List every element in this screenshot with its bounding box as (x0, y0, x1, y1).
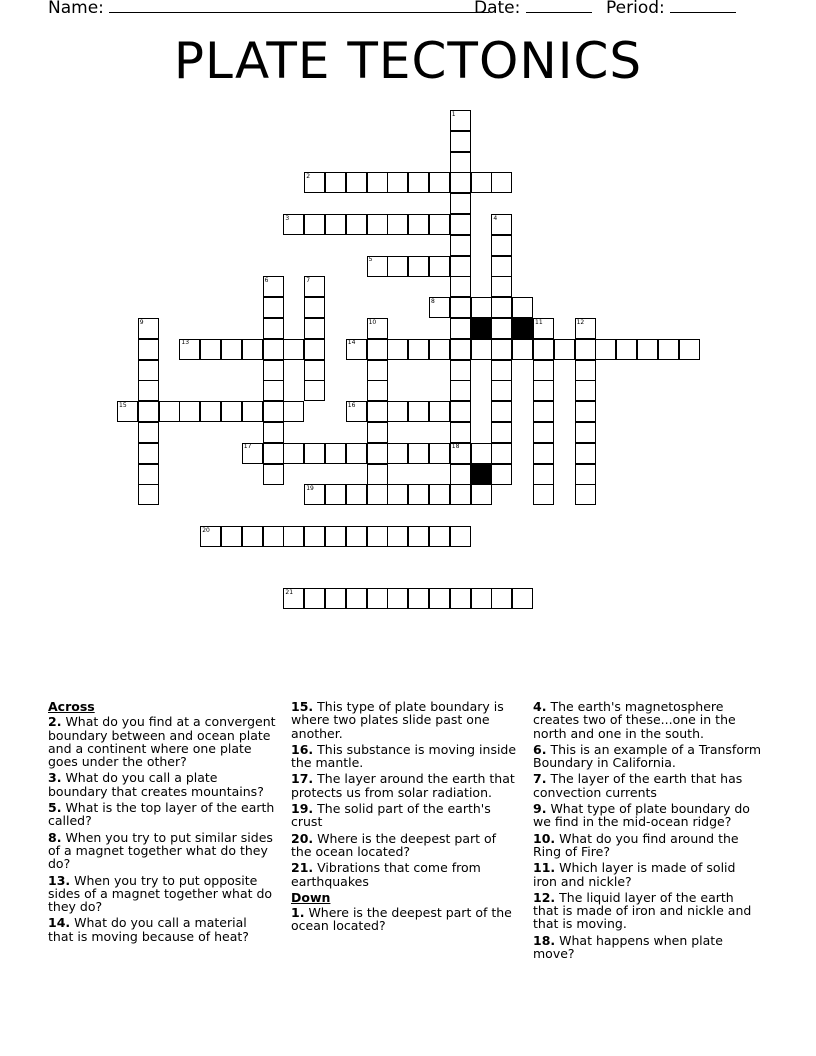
grid-cell[interactable] (491, 401, 512, 422)
grid-cell[interactable] (429, 443, 450, 464)
grid-cell[interactable] (242, 401, 263, 422)
clue-number: 14. (48, 915, 71, 931)
grid-cell[interactable] (346, 172, 367, 193)
grid-cell[interactable] (138, 380, 159, 401)
grid-cell[interactable] (138, 422, 159, 443)
grid-cell[interactable] (450, 526, 471, 547)
clue-column-1 (48, 700, 276, 946)
clue-number-label: 5 (368, 256, 373, 264)
grid-cell[interactable] (408, 401, 429, 422)
clue-number: 15. (291, 699, 314, 714)
grid-cell[interactable] (491, 588, 512, 609)
grid-cell[interactable] (221, 339, 242, 360)
grid-cell[interactable] (491, 235, 512, 256)
clue-down-7 (533, 772, 763, 799)
grid-cell[interactable] (450, 214, 471, 235)
grid-cell[interactable] (450, 131, 471, 152)
grid-cell[interactable] (304, 526, 325, 547)
grid-cell[interactable] (263, 318, 284, 339)
clue-column-2 (291, 700, 519, 936)
grid-cell[interactable] (512, 297, 533, 318)
clue-number-label: 13 (181, 339, 190, 347)
grid-cell[interactable] (450, 422, 471, 443)
grid-cell[interactable] (304, 380, 325, 401)
clue-across-13 (48, 874, 276, 914)
grid-cell[interactable] (533, 443, 554, 464)
clue-number-label: 7 (306, 276, 311, 284)
grid-cell[interactable] (408, 526, 429, 547)
clue-down-6 (533, 743, 763, 770)
clue-text: When you try to put similar sides of a magnet together what do they do? (48, 829, 273, 872)
grid-cell[interactable] (491, 464, 512, 485)
grid-cell[interactable] (533, 401, 554, 422)
clue-number: 7. (533, 771, 547, 787)
grid-cell[interactable] (575, 339, 596, 360)
grid-cell[interactable] (575, 443, 596, 464)
clue-down-1 (291, 906, 519, 933)
grid-cell[interactable] (575, 401, 596, 422)
grid-cell[interactable] (450, 172, 471, 193)
grid-cell[interactable] (367, 526, 388, 547)
clue-text: When you try to put opposite sides of a magnet together what do they do? (48, 872, 273, 915)
grid-cell[interactable] (200, 339, 221, 360)
clue-number: 18. (533, 932, 556, 948)
grid-cell[interactable] (325, 214, 346, 235)
grid-cell[interactable] (471, 297, 492, 318)
clue-text: The liquid layer of the earth that is made of iron and nickle and that is moving. (533, 889, 752, 932)
date-label: Date: (474, 0, 521, 18)
grid-cell[interactable] (304, 443, 325, 464)
grid-cell[interactable] (387, 172, 408, 193)
clue-text: Vibrations that come from earthquakes (291, 860, 481, 889)
grid-cell[interactable] (491, 172, 512, 193)
clue-number-label: 11 (535, 318, 543, 326)
clue-number-label: 18 (451, 443, 460, 451)
grid-cell[interactable] (491, 256, 512, 277)
grid-cell[interactable] (450, 380, 471, 401)
clue-across-5 (48, 801, 276, 828)
clue-down-9 (533, 802, 763, 829)
grid-cell[interactable] (387, 484, 408, 505)
clue-down-4 (533, 700, 763, 740)
grid-cell[interactable] (491, 276, 512, 297)
grid-cell[interactable] (408, 443, 429, 464)
grid-cell[interactable] (138, 484, 159, 505)
grid-cell[interactable] (491, 380, 512, 401)
clue-number: 3. (48, 770, 62, 786)
grid-cell[interactable] (138, 360, 159, 381)
clue-number: 17. (291, 771, 314, 787)
clue-across-21 (291, 861, 519, 888)
clue-number: 16. (291, 741, 314, 757)
grid-cell[interactable] (304, 339, 325, 360)
clue-number: 8. (48, 829, 62, 845)
grid-cell[interactable] (533, 422, 554, 443)
clue-number: 2. (48, 714, 62, 730)
grid-cell[interactable] (346, 443, 367, 464)
grid-cell[interactable] (283, 443, 304, 464)
grid-cell[interactable] (491, 360, 512, 381)
grid-cell[interactable] (367, 464, 388, 485)
grid-cell[interactable] (138, 339, 159, 360)
grid-cell[interactable] (263, 422, 284, 443)
grid-cell[interactable] (533, 484, 554, 505)
grid-cell[interactable] (429, 588, 450, 609)
clue-number-label: 16 (347, 401, 356, 409)
grid-cell-blocked (471, 318, 492, 339)
grid-cell[interactable] (512, 588, 533, 609)
grid-cell[interactable] (491, 443, 512, 464)
clue-number-label: 14 (347, 339, 356, 347)
clue-text: This type of plate boundary is where two plates slide past one another. (291, 699, 504, 741)
grid-cell[interactable] (429, 339, 450, 360)
clue-across-20 (291, 832, 519, 859)
grid-cell[interactable] (367, 588, 388, 609)
grid-cell[interactable] (429, 172, 450, 193)
grid-cell[interactable] (283, 401, 304, 422)
grid-cell[interactable] (533, 464, 554, 485)
grid-cell[interactable] (408, 484, 429, 505)
grid-cell[interactable] (450, 193, 471, 214)
clue-number-label: 6 (264, 276, 269, 284)
clue-number: 9. (533, 801, 547, 817)
clue-number-label: 12 (576, 318, 585, 326)
grid-cell[interactable] (575, 484, 596, 505)
grid-cell[interactable] (367, 214, 388, 235)
grid-cell[interactable] (616, 339, 637, 360)
clue-number: 13. (48, 872, 71, 888)
grid-cell[interactable] (450, 297, 471, 318)
clue-text: What do you call a material that is moving because of heat? (48, 915, 249, 944)
clue-down-12 (533, 891, 763, 931)
clue-number-label: 8 (431, 297, 435, 305)
clue-text: The layer of the earth that has convection currents (533, 771, 743, 800)
clue-number-label: 1 (451, 110, 456, 118)
grid-cell[interactable] (387, 526, 408, 547)
grid-cell[interactable] (200, 401, 221, 422)
clue-text: The solid part of the earth's crust (291, 801, 491, 830)
grid-cell[interactable] (575, 360, 596, 381)
grid-cell[interactable] (450, 339, 471, 360)
clue-number: 21. (291, 860, 314, 876)
grid-cell[interactable] (387, 401, 408, 422)
clue-text: What type of plate boundary do we find in the mid-ocean ridge? (533, 801, 750, 830)
grid-cell[interactable] (450, 484, 471, 505)
grid-cell[interactable] (387, 443, 408, 464)
grid-cell[interactable] (346, 526, 367, 547)
grid-cell[interactable] (367, 339, 388, 360)
clue-column-3 (533, 700, 763, 963)
clue-text: The earth's magnetosphere creates two of these...one in the north and one in the south. (533, 699, 736, 741)
grid-cell[interactable] (429, 526, 450, 547)
grid-cell[interactable] (367, 443, 388, 464)
grid-cell[interactable] (471, 339, 492, 360)
clue-down-11 (533, 861, 763, 888)
grid-cell[interactable] (450, 235, 471, 256)
grid-cell[interactable] (658, 339, 679, 360)
grid-cell[interactable] (304, 297, 325, 318)
grid-cell[interactable] (575, 422, 596, 443)
grid-cell[interactable] (533, 339, 554, 360)
clue-number-label: 17 (243, 443, 252, 451)
clue-number: 12. (533, 889, 556, 905)
grid-cell[interactable] (450, 256, 471, 277)
grid-cell[interactable] (304, 318, 325, 339)
grid-cell[interactable] (242, 339, 263, 360)
grid-cell-blocked (471, 464, 492, 485)
clue-across-8 (48, 831, 276, 871)
grid-cell[interactable] (429, 214, 450, 235)
clue-text: What is the top layer of the earth called? (48, 800, 275, 829)
clue-number: 5. (48, 800, 62, 816)
grid-cell[interactable] (367, 172, 388, 193)
grid-cell[interactable] (554, 339, 575, 360)
grid-cell[interactable] (367, 401, 388, 422)
grid-cell[interactable] (263, 380, 284, 401)
grid-cell[interactable] (533, 380, 554, 401)
grid-cell[interactable] (179, 401, 200, 422)
clue-text: This substance is moving inside the mantle. (291, 741, 517, 771)
grid-cell[interactable] (138, 443, 159, 464)
grid-cell[interactable] (429, 401, 450, 422)
grid-cell[interactable] (471, 484, 492, 505)
clue-text: Where is the deepest part of the ocean located? (291, 905, 512, 934)
grid-cell[interactable] (325, 526, 346, 547)
grid-cell[interactable] (408, 256, 429, 277)
grid-cell-blocked (512, 318, 533, 339)
clue-number-label: 15 (119, 401, 127, 409)
grid-cell[interactable] (221, 401, 242, 422)
grid-cell[interactable] (408, 172, 429, 193)
clue-text: This is an example of a Transform Boundary in California. (533, 741, 762, 771)
clue-number: 4. (533, 699, 547, 714)
grid-cell[interactable] (263, 401, 284, 422)
grid-cell[interactable] (429, 256, 450, 277)
grid-cell[interactable] (387, 214, 408, 235)
clue-across-19 (291, 802, 519, 829)
grid-cell[interactable] (263, 464, 284, 485)
grid-cell[interactable] (491, 422, 512, 443)
grid-cell[interactable] (387, 256, 408, 277)
clue-number: 19. (291, 801, 314, 817)
grid-cell[interactable] (429, 484, 450, 505)
across-heading: Across (48, 699, 95, 714)
grid-cell[interactable] (533, 360, 554, 381)
grid-cell[interactable] (367, 380, 388, 401)
clue-text: Where is the deepest part of the ocean located? (291, 830, 497, 859)
grid-cell[interactable] (263, 526, 284, 547)
grid-cell[interactable] (575, 464, 596, 485)
grid-cell[interactable] (595, 339, 616, 360)
grid-cell[interactable] (304, 360, 325, 381)
clue-number: 11. (533, 860, 556, 876)
clue-number-label: 3 (285, 214, 290, 222)
clue-text: What do you find around the Ring of Fire? (533, 830, 739, 859)
clue-down-10 (533, 832, 763, 859)
grid-cell[interactable] (325, 443, 346, 464)
grid-cell[interactable] (408, 339, 429, 360)
grid-cell[interactable] (159, 401, 180, 422)
grid-cell[interactable] (304, 588, 325, 609)
grid-cell[interactable] (450, 152, 471, 173)
grid-cell[interactable] (367, 484, 388, 505)
grid-cell[interactable] (637, 339, 658, 360)
grid-cell[interactable] (471, 588, 492, 609)
grid-cell[interactable] (346, 214, 367, 235)
grid-cell[interactable] (450, 588, 471, 609)
grid-cell[interactable] (387, 588, 408, 609)
clue-across-17 (291, 772, 519, 799)
grid-cell[interactable] (491, 339, 512, 360)
grid-cell[interactable] (408, 214, 429, 235)
grid-cell[interactable] (138, 401, 159, 422)
clue-text: What do you find at a convergent boundary between and ocean plate and a continent where one plate goes under the other? (48, 714, 276, 770)
grid-cell[interactable] (408, 588, 429, 609)
clue-number-label: 2 (306, 172, 311, 180)
grid-cell[interactable] (575, 380, 596, 401)
grid-cell[interactable] (138, 464, 159, 485)
clue-across-3 (48, 771, 276, 798)
grid-cell[interactable] (283, 339, 304, 360)
clue-number-label: 9 (139, 318, 144, 326)
clue-number-label: 4 (493, 214, 498, 222)
grid-cell[interactable] (450, 464, 471, 485)
grid-cell[interactable] (263, 443, 284, 464)
clue-text: The layer around the earth that protects us from solar radiation. (291, 771, 515, 800)
clue-text: What happens when plate move? (533, 932, 723, 962)
down-heading: Down (291, 889, 331, 905)
clue-number-label: 19 (306, 484, 314, 492)
clue-across-16 (291, 743, 519, 770)
grid-cell[interactable] (512, 339, 533, 360)
grid-cell[interactable] (387, 339, 408, 360)
grid-cell[interactable] (283, 526, 304, 547)
grid-cell[interactable] (491, 297, 512, 318)
grid-cell[interactable] (325, 484, 346, 505)
grid-cell[interactable] (471, 172, 492, 193)
clue-across-2 (48, 715, 276, 768)
grid-cell[interactable] (491, 318, 512, 339)
clue-down-18 (533, 934, 763, 961)
grid-cell[interactable] (450, 401, 471, 422)
grid-cell[interactable] (450, 276, 471, 297)
grid-cell[interactable] (471, 443, 492, 464)
grid-cell[interactable] (367, 360, 388, 381)
grid-cell[interactable] (263, 297, 284, 318)
grid-cell[interactable] (367, 422, 388, 443)
period-label: Period: (606, 0, 665, 18)
clue-across-15 (291, 700, 519, 740)
page-title: PLATE TECTONICS (173, 32, 643, 90)
clue-number: 1. (291, 905, 305, 921)
grid-cell[interactable] (346, 588, 367, 609)
grid-cell[interactable] (304, 214, 325, 235)
grid-cell[interactable] (221, 526, 242, 547)
grid-cell[interactable] (263, 360, 284, 381)
clue-text: Which layer is made of solid iron and nickle? (533, 860, 736, 889)
grid-cell[interactable] (263, 339, 284, 360)
clue-number-label: 10 (368, 318, 377, 326)
grid-cell[interactable] (325, 172, 346, 193)
clue-number: 20. (291, 830, 314, 846)
grid-cell[interactable] (242, 526, 263, 547)
grid-cell[interactable] (679, 339, 700, 360)
grid-cell[interactable] (346, 484, 367, 505)
clue-number: 10. (533, 830, 556, 846)
clue-number: 6. (533, 741, 547, 757)
clue-text: What do you call a plate boundary that creates mountains? (48, 770, 264, 799)
grid-cell[interactable] (325, 588, 346, 609)
name-label: Name: (48, 0, 104, 18)
clue-number-label: 21 (285, 588, 294, 596)
clue-across-14 (48, 916, 276, 943)
grid-cell[interactable] (450, 318, 471, 339)
grid-cell[interactable] (450, 360, 471, 381)
clue-number-label: 20 (202, 526, 210, 534)
